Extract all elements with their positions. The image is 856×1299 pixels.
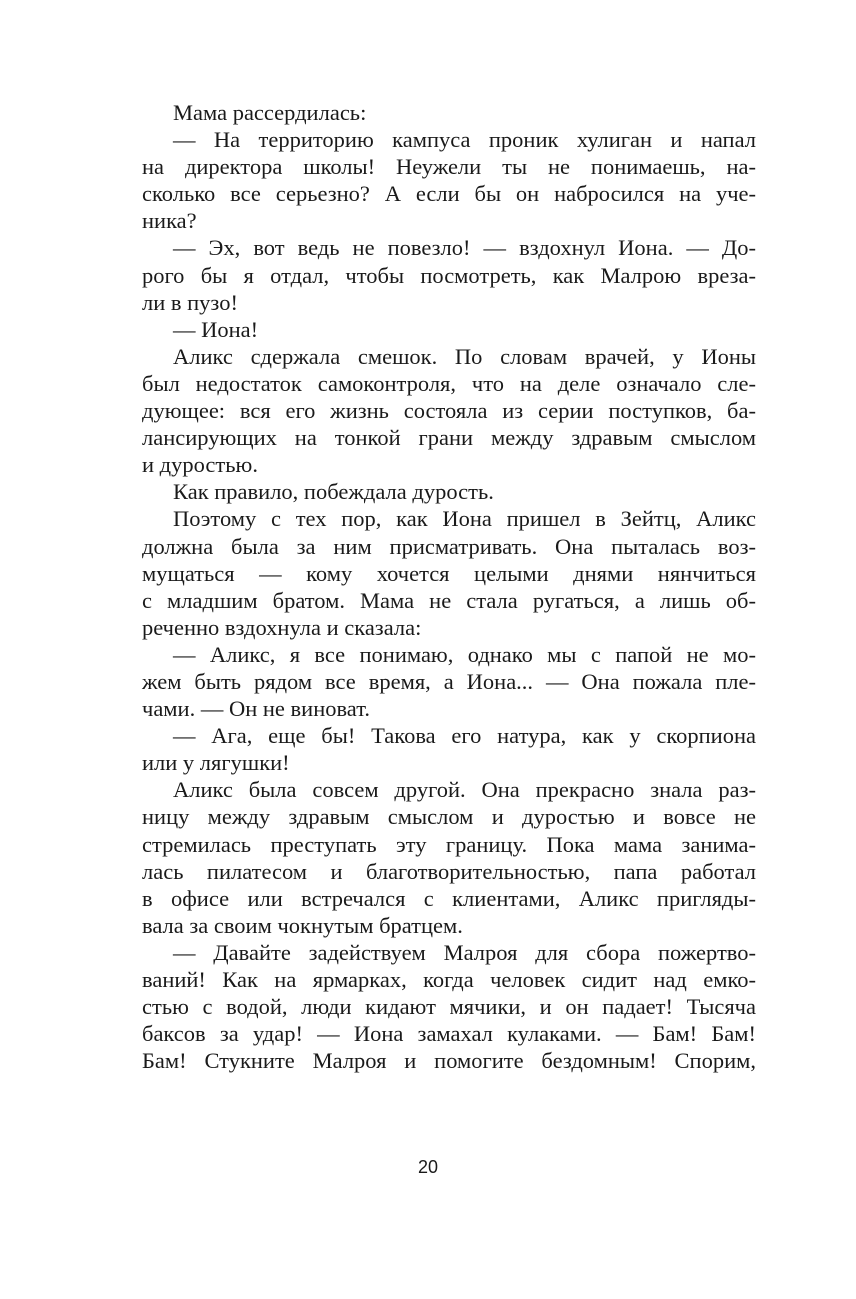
text-line: сколько все серьезно? А если бы он набросился на уче- bbox=[142, 181, 756, 207]
text-line: Аликс сдержала смешок. По словам врачей, у Ионы bbox=[173, 343, 756, 369]
text-line: — Ага, еще бы! Такова его натура, как у скорпиона bbox=[173, 723, 756, 749]
body-text bbox=[142, 99, 756, 1074]
text-line: Поэтому с тех пор, как Иона пришел в Зейтц, Аликс bbox=[173, 506, 756, 532]
text-line: с младшим братом. Мама не стала ругаться, а лишь об- bbox=[142, 587, 756, 613]
text-line: Бам! Стукните Малроя и помогите бездомным! Спорим, bbox=[142, 1048, 756, 1074]
text-line: реченно вздохнула и сказала: bbox=[142, 614, 422, 640]
text-line: дующее: вся его жизнь состояла из серии поступков, ба- bbox=[142, 398, 756, 424]
text-line: вала за своим чокнутым братцем. bbox=[142, 912, 463, 938]
text-line: в офисе или встречался с клиентами, Аликс пригляды- bbox=[142, 885, 756, 911]
text-line: — Эх, вот ведь не повезло! — вздохнул Иона. — До- bbox=[173, 235, 756, 261]
text-line: — На территорию кампуса проник хулиган и напал bbox=[173, 127, 756, 153]
text-line: — Давайте задействуем Малроя для сбора пожертво- bbox=[173, 939, 756, 965]
text-line: ницу между здравым смыслом и дуростью и вовсе не bbox=[142, 804, 756, 830]
text-line: баксов за удар! — Иона замахал кулаками. — Бам! Бам! bbox=[142, 1021, 756, 1047]
text-line: Аликс была совсем другой. Она прекрасно знала раз- bbox=[173, 777, 756, 803]
text-line: был недостаток самоконтроля, что на деле означало сле- bbox=[142, 370, 756, 396]
text-line: мущаться — кому хочется целыми днями нянчиться bbox=[142, 560, 756, 586]
text-line: чами. — Он не виноват. bbox=[142, 696, 370, 722]
page-number: 20 bbox=[417, 1157, 439, 1177]
text-line: жем быть рядом все время, а Иона... — Она пожала пле- bbox=[142, 668, 756, 694]
text-line: или у лягушки! bbox=[142, 750, 290, 776]
text-line: и дуростью. bbox=[142, 452, 258, 478]
text-line: рого бы я отдал, чтобы посмотреть, как Малрою вреза- bbox=[142, 262, 756, 288]
text-line: Как правило, побеждала дурость. bbox=[173, 479, 494, 505]
text-line: лась пилатесом и благотворительностью, папа работал bbox=[142, 858, 756, 884]
text-line: стью с водой, люди кидают мячики, и он падает! Тысяча bbox=[142, 994, 756, 1020]
text-line: — Аликс, я все понимаю, однако мы с папой не мо- bbox=[173, 641, 756, 667]
text-line: — Иона! bbox=[173, 316, 259, 342]
text-line: ваний! Как на ярмарках, когда человек сидит над емко- bbox=[142, 967, 756, 992]
text-line: ника? bbox=[142, 208, 197, 234]
text-line: лансирующих на тонкой грани между здравым смыслом bbox=[142, 425, 756, 451]
text-line: ли в пузо! bbox=[142, 289, 238, 315]
text-line: должна была за ним присматривать. Она пыталась воз- bbox=[142, 533, 756, 559]
text-line: стремилась преступать эту границу. Пока мама занима- bbox=[142, 831, 756, 857]
text-line: на директора школы! Неужели ты не понимаешь, на- bbox=[142, 154, 756, 180]
text-line: Мама рассердилась: bbox=[173, 100, 367, 125]
